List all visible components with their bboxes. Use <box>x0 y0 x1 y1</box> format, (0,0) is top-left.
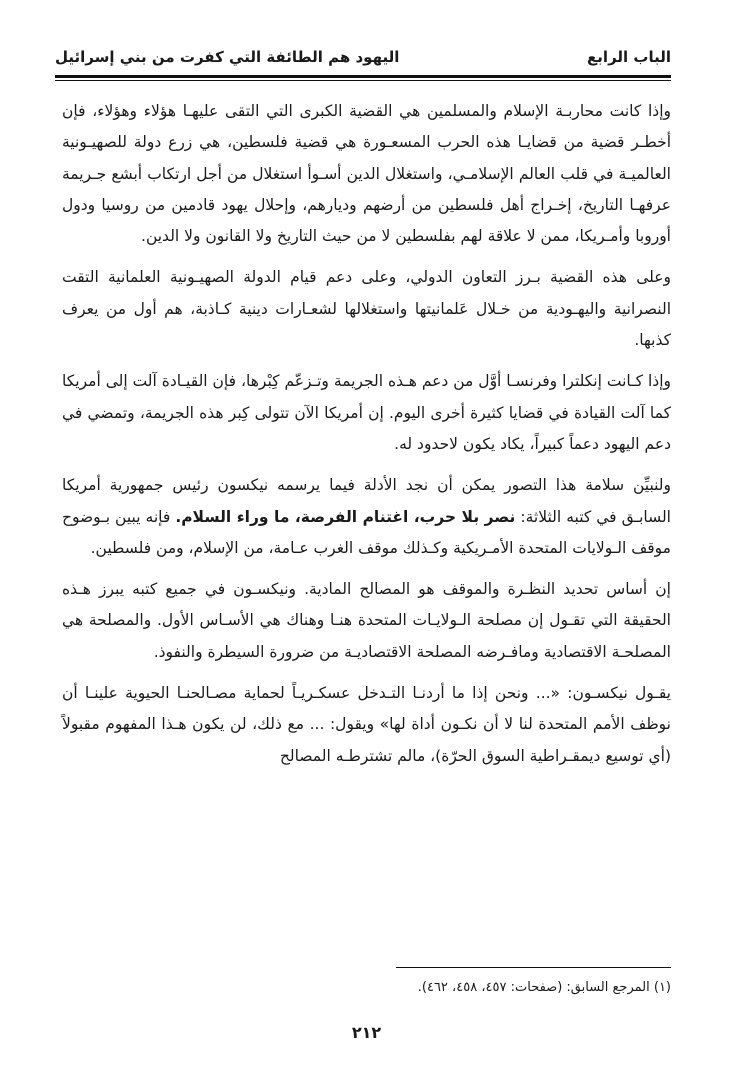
footnote: (١) المرجع السابق: (صفحات: ٤٥٧، ٤٥٨، ٤٦٢). <box>417 980 671 995</box>
chapter-title: اليهود هم الطائفة التي كفرت من بني إسرائيل <box>55 48 400 66</box>
footnote-rule <box>396 967 671 968</box>
header-rule <box>55 75 671 78</box>
page-number: ٢١٢ <box>351 1023 382 1042</box>
paragraph: وإذا كانت محاربـة الإسلام والمسلمين هي القضية الكبرى التي التقى عليهـا هؤلاء وهؤلاء، فإن أخطـر قضية من قضايـا هذه الحرب المسعـورة هي قضية فلسطين، هي زرع دولة للصهيـونية العالميـة في قلب العالم الإسلامـي، واستغلال الدين أسـوأ استغلال من أجل ارتكاب أبشع جـريمة عرفهـا التاريخ، إخـراج أهل فلسطين من أرضهم وديارهم، وإحلال يهود قادمين من روسيا ودول أوروبا وأمـريكا، ممن لا علاقة لهم بفلسطين لا من حيث التاريخ ولا القانون ولا الدين. <box>62 102 671 246</box>
paragraph: وعلى هذه القضية بـرز التعاون الدولي، وعلى دعم قيام الدولة الصهيـونية العلمانية التقت النصرانية واليهـودية من خـلال عَلمانيتها واستغلالها لشعـارات دينية كـاذبة، هم أول من يعرف كذبها. <box>62 268 671 350</box>
chapter-label: الباب الرابع <box>587 48 671 66</box>
running-header <box>55 42 671 72</box>
page-body <box>62 96 671 782</box>
paragraph-text: فإنه يبين بـوضوح موقف الـولايات المتحدة الأمـريكية وكـذلك موقف الغرب عـامة، من الإسلام، ومن فلسطين. <box>62 507 671 557</box>
paragraph: يقـول نيكسـون: «... ونحن إذا ما أردنـا التـدخل عسكـريـاً لحماية مصـالحنـا الحيوية علينـا أن نوظف الأمم المتحدة لنا لا أن نكـون أداة لها» ويقول: ... مع ذلك، لن يكون هـذا المفهوم مقبولاً (أي توسيع ديمقـراطية السوق الحرّة)، مالم تشترطـه المصالح <box>62 684 671 765</box>
paragraph: وإذا كـانت إنكلترا وفرنسـا أوَّل من دعم هـذه الجريمة وتـزعّم كِبْرها، فإن القيـادة آلت إلى أمريكا كما آلت القيادة في قضايا كثيرة أخرى اليوم. إن أمريكا الآن تتولى كِبر هذه الجريمة، وتمضي في دعم اليهود دعماً كبيراً، يكاد يكون لاحدود له. <box>62 372 671 453</box>
paragraph <box>62 470 671 564</box>
paragraph-text: ولنبيِّن سلامة هذا التصور يمكن أن نجد الأدلة فيما يرسمه نيكسون رئيس جمهورية أمريكا السابـق في كتبه الثلاثة: <box>62 476 671 526</box>
paragraph: إن أساس تحديد النظـرة والموقف هو المصالح المادية. ونيكسـون في جميع كتبه يبرز هـذه الحقيقة التي تقـول إن مصلحة الـولايـات المتحدة هنـا وهناك هي الأسـاس الأول. والمصلحة هي المصلحـة الاقتصادية ومافـرضه المصلحة الاقتصاديـة من ضرورة السيطرة والنفوذ. <box>62 580 671 661</box>
book-titles: نصر بلا حرب، اغتنام الفرصة، ما وراء السلام. <box>175 507 516 526</box>
header-rule-thin <box>55 80 671 81</box>
